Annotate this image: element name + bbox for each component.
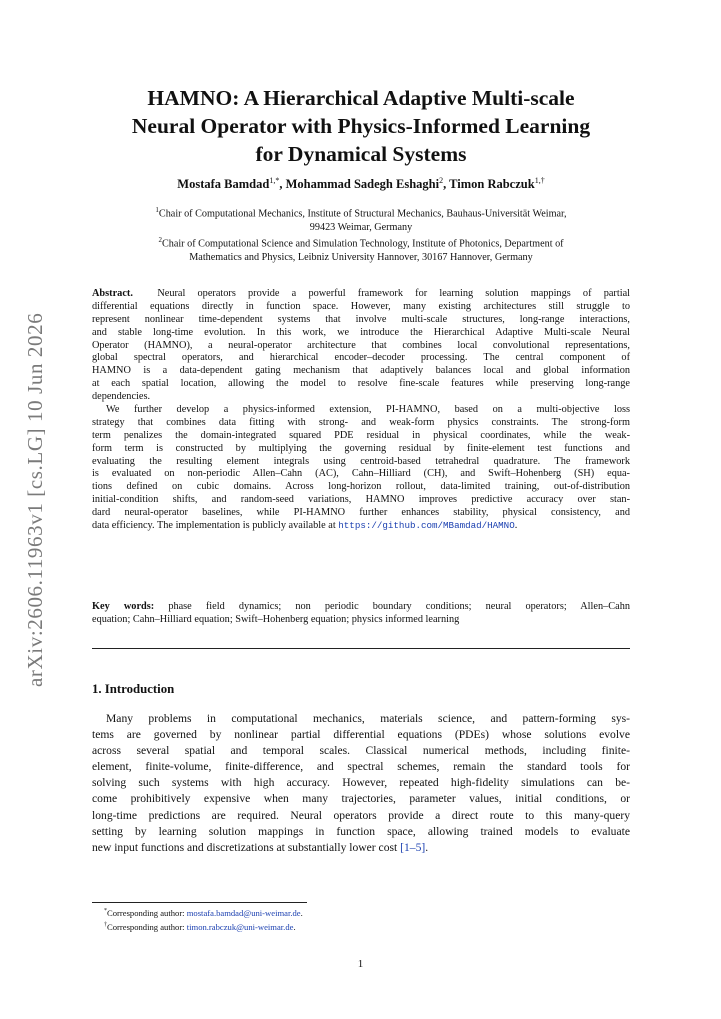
email-link[interactable]: timon.rabczuk@uni-weimar.de: [186, 922, 294, 932]
abstract-line: and stable long-time evolution. In this work, we introduce the Hierarchical Adaptive Multi-scale Neural: [92, 326, 630, 338]
page-number: 1: [357, 958, 364, 970]
abstract-line: initial-condition shifts, and random-seed variations, HAMNO improves predictive accuracy over stan-: [92, 494, 630, 506]
keywords: [92, 601, 630, 627]
affiliation-text: 99423 Weimar, Germany: [309, 222, 413, 234]
abstract-line: Abstract. Neural operators provide a powerful framework for learning solution mappings of partial: [92, 288, 630, 299]
intro-line: Many problems in computational mechanics, materials science, and pattern-forming sys-: [106, 712, 630, 725]
affiliation-text: Mathematics and Physics, Leibniz University Hannover, 30167 Hannover, Germany: [189, 252, 533, 264]
abstract-line: tions defined on cubic domains. Across long-horizon rollout, data-limited training, out-of-distribution: [92, 481, 630, 493]
footnote-divider: [92, 902, 307, 903]
abstract-line: strategy that combines data fitting with strong- and weak-form physics constraints. The strong-form: [92, 416, 630, 428]
intro-line: come prohibitively expensive when many trajectories, parameter values, initial conditions, or: [92, 792, 630, 806]
repository-link[interactable]: https://github.com/MBamdad/HAMNO: [338, 520, 515, 532]
abstract: [92, 288, 630, 533]
title-line: HAMNO: A Hierarchical Adaptive Multi-scale: [147, 86, 575, 110]
abstract-line: dard neural-operator baselines, while PI-HAMNO further enhances stability, physical consistency, and: [92, 507, 630, 519]
intro-line: solving such systems with high accuracy. However, repeated high-fidelity simulations can be-: [92, 776, 630, 790]
affiliation-2: [92, 233, 630, 265]
paper-title: [92, 84, 630, 168]
intro-line: tems are governed by nonlinear partial differential equations (PDEs) whose solutions evolve: [92, 728, 630, 742]
abstract-line: We further develop a physics-informed extension, PI-HAMNO, based on a multi-objective loss: [106, 404, 630, 416]
abstract-line: HAMNO is a data-dependent gating mechanism that adaptively balances local and global information: [92, 365, 630, 377]
abstract-line: form term is constructed by multiplying the governing residual by finite-element test functions and: [92, 442, 630, 454]
intro-line: element, finite-volume, finite-difference, and spectral schemes, remain the standard tools for: [92, 760, 630, 774]
abstract-line: differential equations directly in function space. However, many existing architectures still struggle to: [92, 300, 630, 312]
affiliation-mark: 2: [158, 236, 162, 244]
title-line: Neural Operator with Physics-Informed Learning: [131, 114, 591, 138]
abstract-line: is evaluated on non-periodic Allen–Cahn (AC), Cahn–Hilliard (CH), and Swift–Hohenberg (SH) equa-: [92, 468, 630, 480]
abstract-line: represent nonlinear time-dependent systems that involve multi-scale structures, long-range interactions,: [92, 313, 630, 325]
author-name: Mostafa Bamdad: [177, 177, 270, 192]
keywords-line: equation; Cahn–Hilliard equation; Swift–Hohenberg equation; physics informed learning: [92, 613, 460, 625]
section-heading: 1. Introduction: [92, 682, 175, 696]
footnote-1: *Corresponding author: mostafa.bamdad@uni-weimar.de.: [104, 908, 303, 918]
citation-link[interactable]: [1–5]: [400, 840, 426, 854]
author-name: Mohammad Sadegh Eshaghi: [285, 177, 440, 192]
affiliation-text: Chair of Computational Mechanics, Institute of Structural Mechanics, Bauhaus-Universität Weimar,: [158, 208, 567, 220]
email-link[interactable]: mostafa.bamdad@uni-weimar.de: [186, 908, 301, 918]
introduction-paragraph: [92, 711, 630, 856]
abstract-line: at each spatial location, allowing the model to resolve fine-scale features while preserving long-range: [92, 378, 630, 390]
affiliation-text: Chair of Computational Science and Simulation Technology, Institute of Photonics, Department of: [161, 238, 564, 250]
intro-line: new input functions and discretizations at substantially lower cost [1–5].: [92, 840, 429, 854]
affiliation-mark: 1: [155, 206, 159, 214]
intro-line: across several spatial and temporal scales. Classical numerical methods, including finite-: [92, 744, 630, 758]
keywords-label: Key words:: [92, 601, 155, 612]
affiliation-1: [92, 203, 630, 235]
intro-line: long-time predictions are required. Neural operators provide a direct route to this many-query: [92, 808, 630, 822]
section-divider: [92, 648, 630, 649]
keywords-line: Key words: phase field dynamics; non periodic boundary conditions; neural operators; Allen–Cahn: [92, 601, 631, 612]
author-name: Timon Rabczuk: [449, 177, 535, 192]
intro-line: setting by learning solution mappings in function space, allowing trained models to evaluate: [92, 824, 630, 838]
author-affiliation-mark: 1,†: [534, 176, 545, 185]
author-affiliation-mark: 2: [439, 176, 444, 185]
arxiv-identifier-stamp: arXiv:2606.11963v1 [cs.LG] 10 Jun 2026: [23, 312, 47, 688]
author-affiliation-mark: 1,*: [269, 176, 280, 185]
abstract-line: data efficiency. The implementation is publicly available at https://github.com/MBamdad/HAMNO.: [92, 520, 518, 532]
abstract-line: global spectral operators, and hierarchical encoder–decoder processing. The central component of: [92, 352, 630, 364]
abstract-line: dependencies.: [92, 391, 151, 403]
abstract-line: evaluating the resulting element integrals using centroid-based tetrahedral quadrature. The framework: [92, 455, 630, 467]
abstract-label: Abstract.: [92, 288, 133, 299]
abstract-line: term penalizes the domain-integrated squared PDE residual in physical coordinates, while the weak-: [92, 429, 630, 441]
title-line: for Dynamical Systems: [255, 142, 467, 166]
footnote-2: †Corresponding author: timon.rabczuk@uni-weimar.de.: [104, 922, 296, 932]
abstract-line: Operator (HAMNO), a neural-operator architecture that combines local convolutional representations,: [92, 339, 630, 351]
author-list: Mostafa Bamdad$^{1,*}$, Mohammad Sadegh Eshaghi$^2$, Timon Rabczuk$^{1,\dagger}$: [177, 176, 545, 192]
